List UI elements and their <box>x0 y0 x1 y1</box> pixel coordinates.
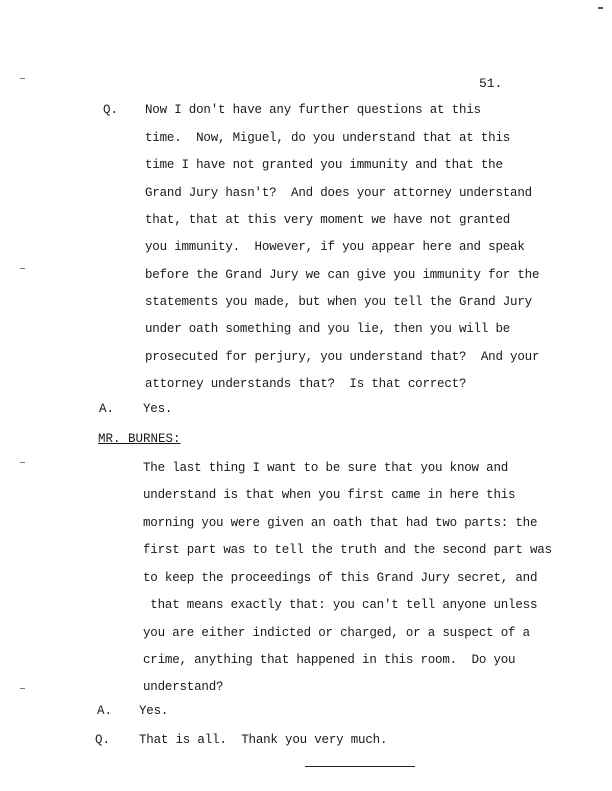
question-marker: Q. <box>103 103 119 117</box>
question-line: statements you made, but when you tell the Grand Jury <box>145 295 532 309</box>
page-number: 51. <box>479 76 503 91</box>
closing-question-text: That is all. Thank you very much. <box>139 733 388 747</box>
question-line: before the Grand Jury we can give you immunity for the <box>145 268 540 282</box>
question-line: Now I don't have any further questions at this <box>145 103 481 117</box>
margin-tick <box>20 462 25 463</box>
statement-line: first part was to tell the truth and the second part was <box>143 543 552 557</box>
question-line: that, that at this very moment we have not granted <box>145 213 511 227</box>
speaker-label: MR. BURNES: <box>98 432 181 446</box>
question-line: time I have not granted you immunity and that the <box>145 158 503 172</box>
margin-tick <box>20 268 25 269</box>
statement-line: to keep the proceedings of this Grand Jury secret, and <box>143 571 538 585</box>
statement-line: crime, anything that happened in this room. Do you <box>143 653 516 667</box>
answer-text: Yes. <box>143 402 173 416</box>
statement-line: that means exactly that: you can't tell anyone unless <box>143 598 538 612</box>
statement-line: you are either indicted or charged, or a suspect of a <box>143 626 530 640</box>
question-line: attorney understands that? Is that correct? <box>145 377 467 391</box>
question-marker: Q. <box>95 733 111 747</box>
margin-tick <box>20 688 25 689</box>
answer-text: Yes. <box>139 704 169 718</box>
end-of-page-rule <box>305 766 415 767</box>
answer-marker: A. <box>99 402 115 416</box>
scan-corner-mark <box>598 7 603 9</box>
statement-line: understand? <box>143 680 224 694</box>
statement-line: understand is that when you first came in here this <box>143 488 516 502</box>
question-line: time. Now, Miguel, do you understand that at this <box>145 131 511 145</box>
margin-tick <box>20 78 25 79</box>
question-line: you immunity. However, if you appear here and speak <box>145 240 525 254</box>
question-line: Grand Jury hasn't? And does your attorney understand <box>145 186 532 200</box>
answer-marker: A. <box>97 704 113 718</box>
statement-line: morning you were given an oath that had two parts: the <box>143 516 538 530</box>
question-line: prosecuted for perjury, you understand that? And your <box>145 350 540 364</box>
statement-line: The last thing I want to be sure that you know and <box>143 461 509 475</box>
question-line: under oath something and you lie, then you will be <box>145 322 511 336</box>
